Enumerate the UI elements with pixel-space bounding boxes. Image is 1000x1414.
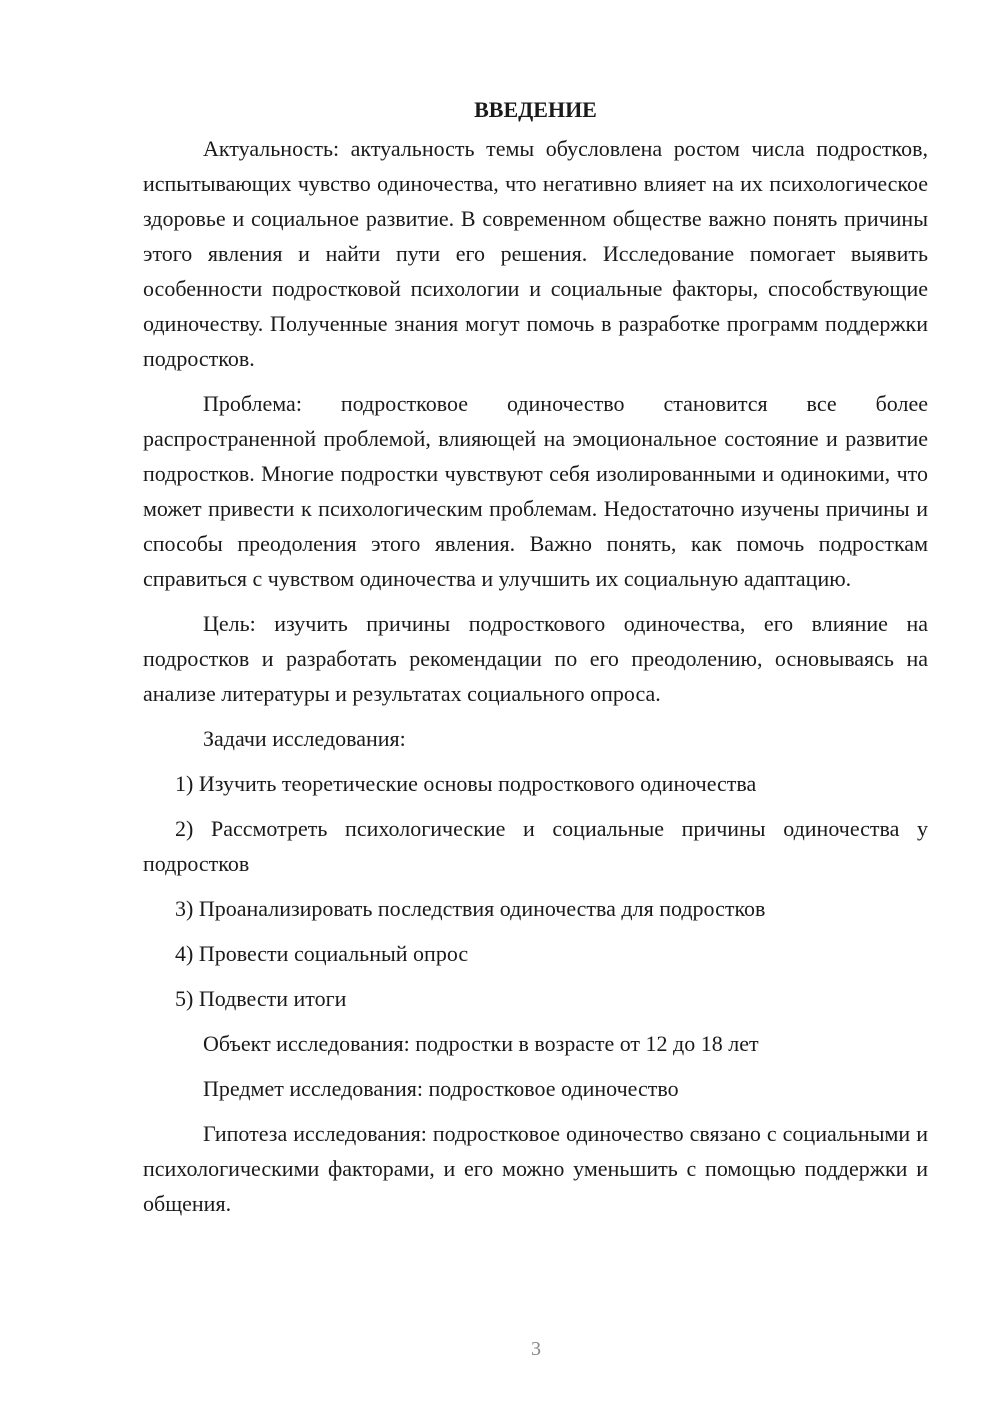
problem-paragraph: Проблема: подростковое одиночество становится все более распространенной проблемой, влияющей на эмоциональное состояние и развитие подростков. Многие подростки чувствуют себя изолированными и одинокими, что может привести к психологическим проблемам. Недостаточно изучены причины и способы преодоления этого явления. Важно понять, как помочь подросткам справиться с чувством одиночества и улучшить их социальную адаптацию.	[143, 391, 928, 591]
task-item: 5) Подвести итоги	[175, 986, 347, 1011]
object-paragraph: Объект исследования: подростки в возрасте от 12 до 18 лет	[203, 1031, 759, 1056]
task-item: 3) Проанализировать последствия одиночества для подростков	[175, 896, 766, 921]
task-item: 4) Провести социальный опрос	[175, 941, 469, 966]
task-item: 1) Изучить теоретические основы подросткового одиночества	[175, 771, 757, 796]
relevance-paragraph: Актуальность: актуальность темы обусловлена ростом числа подростков, испытывающих чувство одиночества, что негативно влияет на их психологическое здоровье и социальное развитие. В современном обществе важно понять причины этого явления и найти пути его решения. Исследование помогает выявить особенности подростковой психологии и социальные факторы, способствующие одиночеству. Полученные знания могут помочь в разработке программ поддержки подростков.	[143, 136, 928, 371]
goal-paragraph: Цель: изучить причины подросткового одиночества, его влияние на подростков и разработать рекомендации по его преодолению, основываясь на анализе литературы и результатах социального опроса.	[143, 611, 928, 706]
page-title: ВВЕДЕНИЕ	[474, 97, 597, 122]
tasks-heading: Задачи исследования:	[203, 726, 406, 751]
task-item: 2) Рассмотреть психологические и социальные причины одиночества у подростков	[143, 816, 928, 876]
page-number: 3	[531, 1338, 541, 1360]
document-body	[143, 92, 928, 1231]
subject-paragraph: Предмет исследования: подростковое одиночество	[203, 1076, 679, 1101]
hypothesis-paragraph: Гипотеза исследования: подростковое одиночество связано с социальными и психологическими факторами, и его можно уменьшить с помощью поддержки и общения.	[143, 1121, 928, 1216]
